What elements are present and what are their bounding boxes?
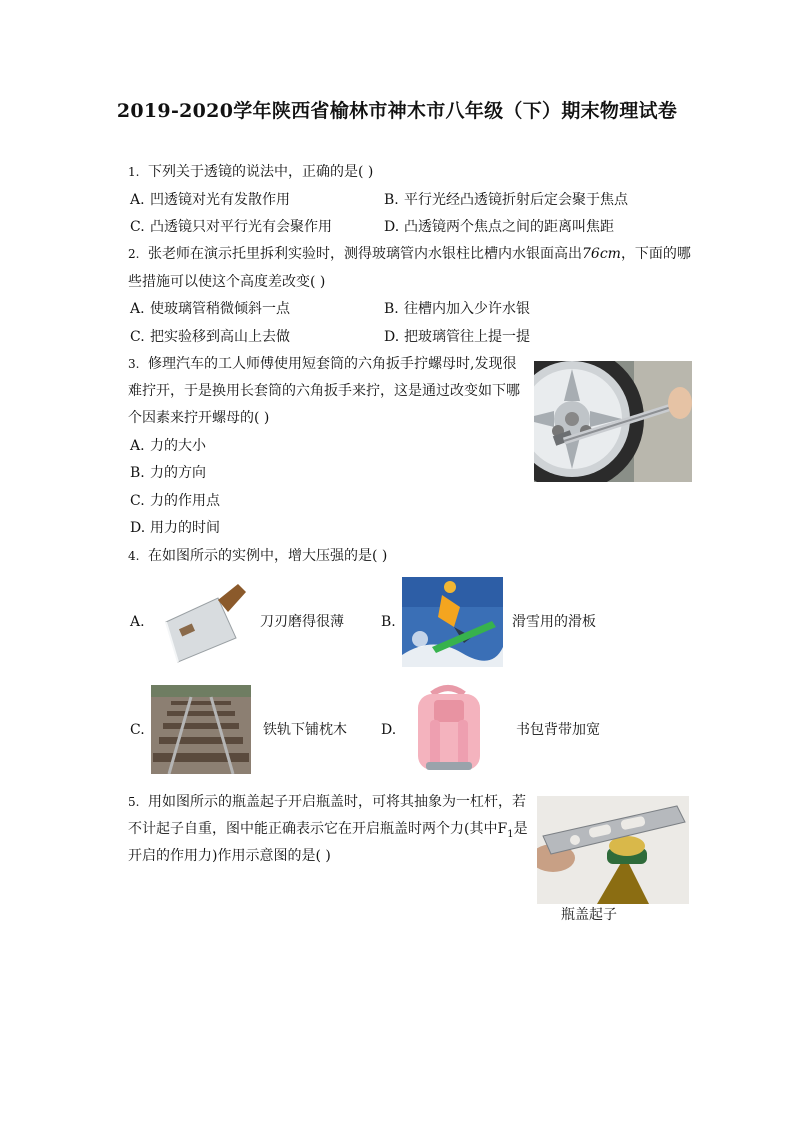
question-2-option-b: B. 往槽内加入少许水银 <box>384 301 530 317</box>
question-2-option-c: C. 把实验移到高山上去做 <box>130 329 290 345</box>
question-1-option-d: D. 凸透镜两个焦点之间的距离叫焦距 <box>384 219 614 235</box>
bottle-opener-image <box>537 796 689 904</box>
question-5-stem-line3: 开启的作用力)作用示意图的是( ) <box>128 848 331 864</box>
question-3-option-b: B. 力的方向 <box>130 465 206 481</box>
schoolbag-image <box>404 682 493 777</box>
question-1-stem: 1. 下列关于透镜的说法中，正确的是( ) <box>128 164 374 180</box>
page-title: 2019-2020学年陕西省榆林市神木市八年级（下）期末物理试卷 <box>116 100 678 122</box>
question-4-option-c-letter: C. <box>130 722 145 738</box>
question-3-number: 3. <box>128 357 140 371</box>
cleaver-knife-image <box>156 578 250 666</box>
question-2-option-d: D. 把玻璃管往上提一提 <box>384 329 530 345</box>
question-4-option-d-letter: D. <box>381 722 397 738</box>
question-2-option-a: A. 使玻璃管稍微倾斜一点 <box>130 301 290 317</box>
question-4-option-b-text: 滑雪用的滑板 <box>512 614 596 630</box>
question-1-option-c: C. 凸透镜只对平行光有会聚作用 <box>130 219 332 235</box>
question-2-number: 2. <box>128 247 140 261</box>
question-1-number: 1. <box>128 165 140 179</box>
question-3-option-c: C. 力的作用点 <box>130 493 220 509</box>
question-1-option-a: A. 凹透镜对光有发散作用 <box>130 192 290 208</box>
question-5-stem: 5. 用如图所示的瓶盖起子开启瓶盖时，可将其抽象为一杠杆，若 <box>128 794 526 810</box>
question-3-option-a: A. 力的大小 <box>130 438 206 454</box>
question-3-stem-line3: 个因素来拧开螺母的( ) <box>128 410 270 426</box>
question-3-option-d: D. 用力的时间 <box>130 520 220 536</box>
question-3-stem: 3. 修理汽车的工人师傅使用短套筒的六角扳手拧螺母时,发现很 <box>128 356 517 372</box>
question-1-option-b: B. 平行光经凸透镜折射后定会聚于焦点 <box>384 192 628 208</box>
railway-track-image <box>151 685 251 774</box>
question-4-option-c-text: 铁轨下铺枕木 <box>263 722 347 738</box>
question-4-option-b-letter: B. <box>381 614 396 630</box>
wrench-wheel-image <box>534 361 692 482</box>
question-4-option-a-text: 刀刃磨得很薄 <box>260 614 344 630</box>
question-4-number: 4. <box>128 549 140 563</box>
snowboarder-image <box>402 577 503 667</box>
question-5-number: 5. <box>128 795 140 809</box>
question-2-stem-line2: 些措施可以使这个高度差改变( ) <box>128 274 326 290</box>
question-3-stem-line2: 难拧开，于是换用长套筒的六角扳手来拧，这是通过改变如下哪 <box>128 383 520 399</box>
question-4-stem: 4. 在如图所示的实例中，增大压强的是( ) <box>128 548 388 564</box>
question-2-stem: 2. 张老师在演示托里拆利实验时，测得玻璃管内水银柱比槽内水银面高出76cm，下面的哪 <box>128 246 691 262</box>
question-5-stem-line2: 不计起子自重，图中能正确表示它在开启瓶盖时两个力(其中$F_1$是 <box>128 821 528 840</box>
question-4-option-d-text: 书包背带加宽 <box>516 722 600 738</box>
question-4-option-a-letter: A. <box>130 614 145 630</box>
bottle-opener-caption: 瓶盖起子 <box>561 907 617 923</box>
